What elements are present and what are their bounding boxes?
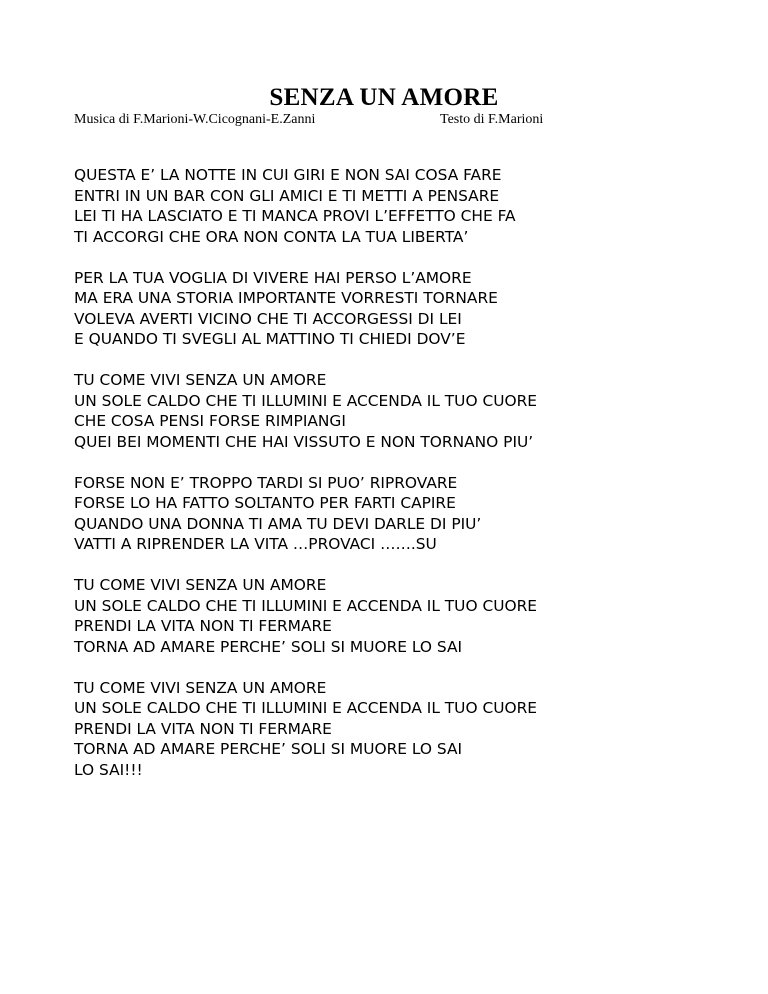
lyric-line: UN SOLE CALDO CHE TI ILLUMINI E ACCENDA IL TUO CUORE bbox=[74, 596, 537, 615]
lyric-line: TU COME VIVI SENZA UN AMORE bbox=[74, 371, 327, 389]
lyric-line: PER LA TUA VOGLIA DI VIVERE HAI PERSO L’AMORE bbox=[74, 268, 472, 287]
lyric-line: UN SOLE CALDO CHE TI ILLUMINI E ACCENDA IL TUO CUORE bbox=[74, 391, 537, 410]
music-credit: Musica di F.Marioni-W.Cicognani-E.Zanni bbox=[74, 112, 316, 127]
lyric-line: MA ERA UNA STORIA IMPORTANTE VORRESTI TORNARE bbox=[74, 289, 498, 307]
stanza-chorus-1 bbox=[74, 370, 694, 452]
lyrics-credit: Testo di F.Marioni bbox=[440, 112, 544, 127]
lyric-line: VOLEVA AVERTI VICINO CHE TI ACCORGESSI DI LEI bbox=[74, 309, 462, 328]
lyric-line: QUEI BEI MOMENTI CHE HAI VISSUTO E NON TORNANO PIU’ bbox=[74, 432, 534, 451]
lyric-line: TORNA AD AMARE PERCHE’ SOLI SI MUORE LO SAI bbox=[74, 740, 463, 758]
lyric-line: TU COME VIVI SENZA UN AMORE bbox=[74, 576, 327, 594]
lyric-line: QUESTA E’ LA NOTTE IN CUI GIRI E NON SAI COSA FARE bbox=[74, 166, 502, 184]
lyric-line: TU COME VIVI SENZA UN AMORE bbox=[74, 678, 327, 697]
lyric-line: CHE COSA PENSI FORSE RIMPIANGI bbox=[74, 412, 346, 430]
stanza-3 bbox=[74, 473, 694, 555]
song-title: SENZA UN AMORE bbox=[269, 84, 499, 111]
lyric-line: VATTI A RIPRENDER LA VITA …PROVACI …….SU bbox=[74, 535, 437, 553]
lyric-line: PRENDI LA VITA NON TI FERMARE bbox=[74, 719, 332, 738]
lyric-line: PRENDI LA VITA NON TI FERMARE bbox=[74, 617, 332, 635]
stanza-2 bbox=[74, 268, 694, 350]
lyric-line: LO SAI!!! bbox=[74, 760, 143, 779]
lyric-line: E QUANDO TI SVEGLI AL MATTINO TI CHIEDI DOV’E bbox=[74, 330, 466, 348]
stanza-chorus-3 bbox=[74, 678, 694, 781]
lyric-line: ENTRI IN UN BAR CON GLI AMICI E TI METTI A PENSARE bbox=[74, 186, 500, 205]
lyric-line: FORSE NON E’ TROPPO TARDI SI PUO’ RIPROVARE bbox=[74, 473, 458, 492]
lyric-line: LEI TI HA LASCIATO E TI MANCA PROVI L’EFFETTO CHE FA bbox=[74, 207, 516, 225]
lyric-line: TI ACCORGI CHE ORA NON CONTA LA TUA LIBERTA’ bbox=[74, 227, 469, 246]
lyric-line: UN SOLE CALDO CHE TI ILLUMINI E ACCENDA IL TUO CUORE bbox=[74, 699, 537, 717]
lyric-line: FORSE LO HA FATTO SOLTANTO PER FARTI CAPIRE bbox=[74, 494, 456, 512]
lyrics-body bbox=[74, 165, 694, 801]
stanza-1 bbox=[74, 165, 694, 247]
lyric-line: QUANDO UNA DONNA TI AMA TU DEVI DARLE DI PIU’ bbox=[74, 514, 482, 533]
stanza-chorus-2 bbox=[74, 575, 694, 657]
lyric-line: TORNA AD AMARE PERCHE’ SOLI SI MUORE LO SAI bbox=[74, 637, 463, 656]
